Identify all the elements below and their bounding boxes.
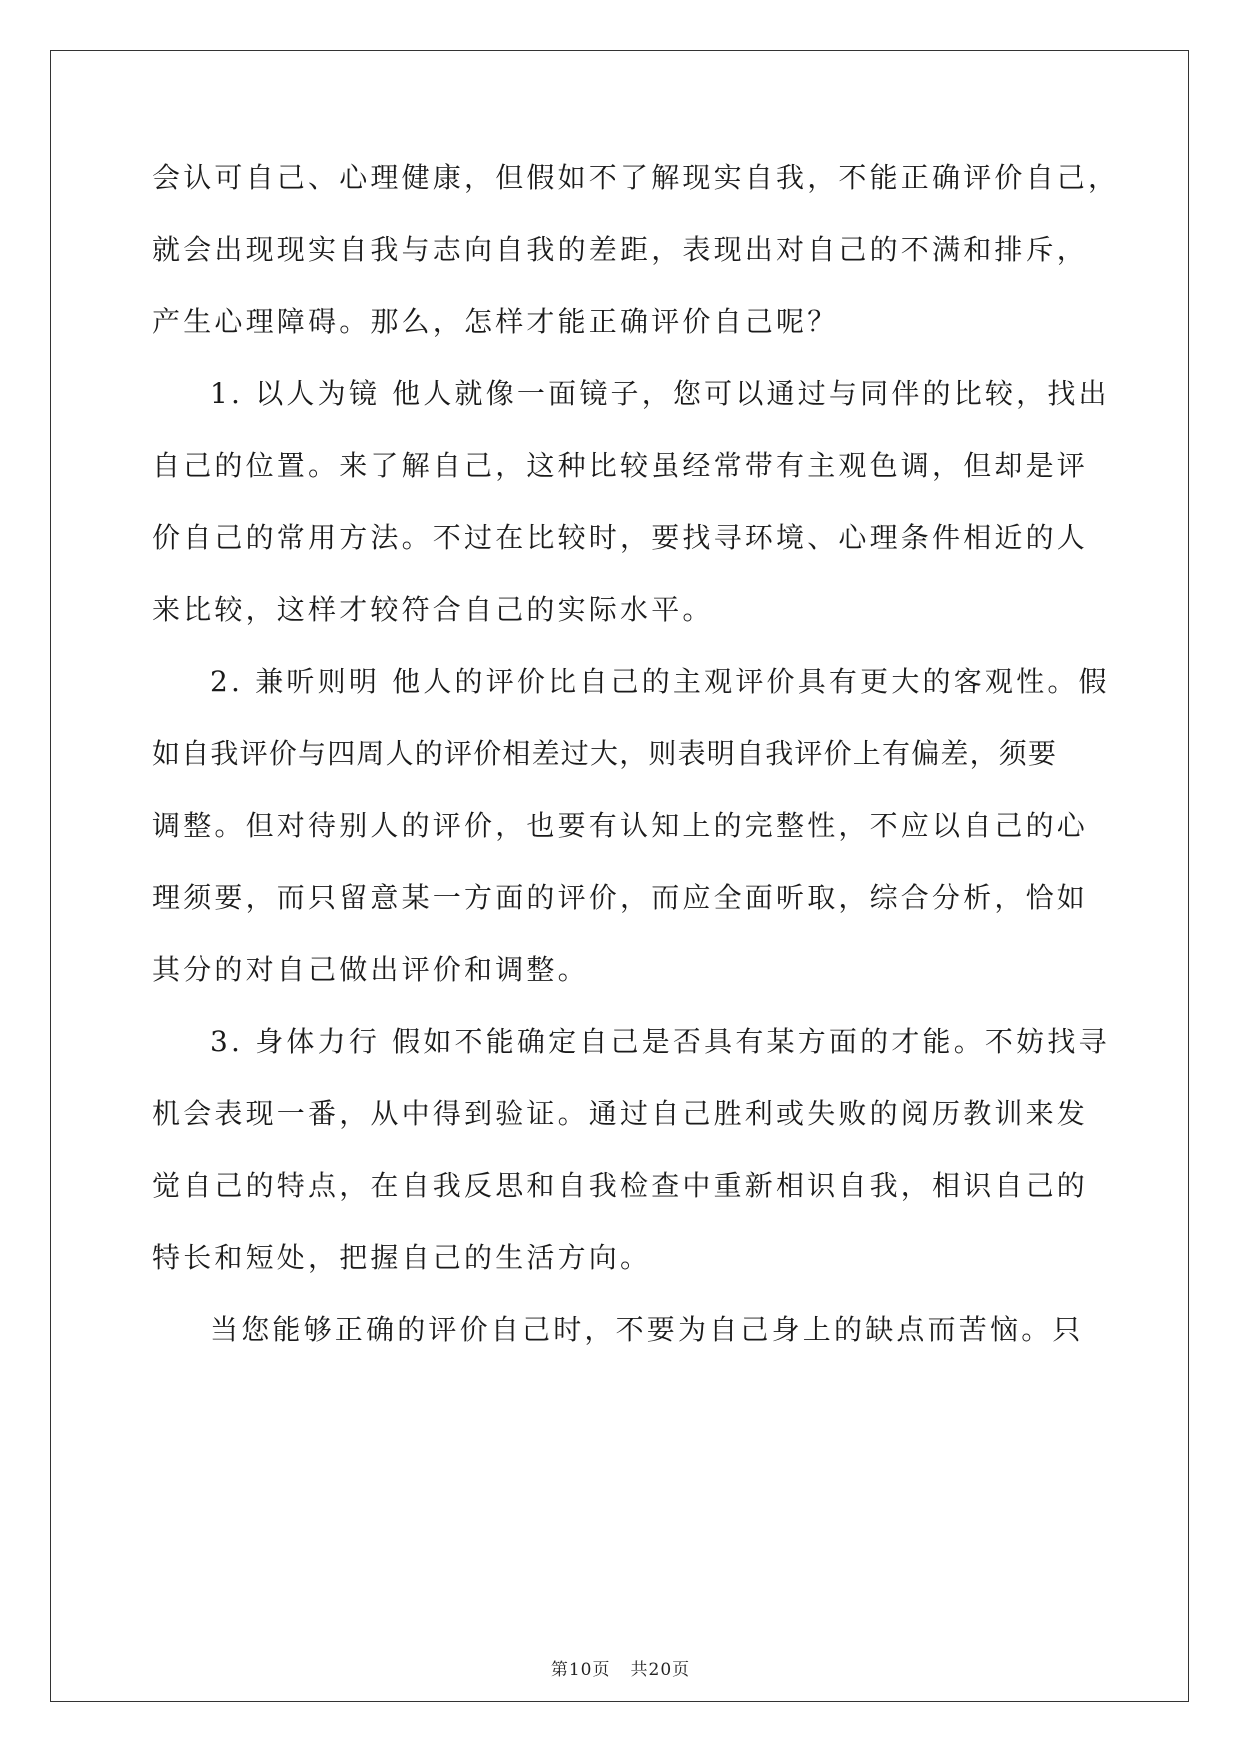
text-line: 就会出现现实自我与志向自我的差距，表现出对自己的不满和排斥， <box>152 233 1089 266</box>
text-line: 其分的对自己做出评价和调整。 <box>152 953 589 986</box>
text-line: 特长和短处，把握自己的生活方向。 <box>152 1241 652 1274</box>
text-line-numbered: 1. 以人为镜 他人就像一面镜子，您可以通过与同伴的比较，找出 <box>210 377 1110 410</box>
text-line-numbered: 2. 兼听则明 他人的评价比自己的主观评价具有更大的客观性。假 <box>210 665 1110 698</box>
document-body <box>152 158 1120 1382</box>
text-line: 调整。但对待别人的评价，也要有认知上的完整性，不应以自己的心 <box>152 809 1089 842</box>
text-line: 价自己的常用方法。不过在比较时，要找寻环境、心理条件相近的人 <box>152 521 1089 554</box>
text-line: 如自我评价与四周人的评价相差过大，则表明自我评价上有偏差，须要 <box>152 737 1058 770</box>
text-line: 机会表现一番，从中得到验证。通过自己胜利或失败的阅历教训来发 <box>152 1097 1089 1130</box>
text-line: 会认可自己、心理健康，但假如不了解现实自我，不能正确评价自己， <box>152 161 1120 194</box>
text-line: 来比较，这样才较符合自己的实际水平。 <box>152 593 714 626</box>
text-line-numbered: 3. 身体力行 假如不能确定自己是否具有某方面的才能。不妨找寻 <box>210 1025 1110 1058</box>
text-line: 自己的位置。来了解自己，这种比较虽经常带有主观色调，但却是评 <box>152 449 1089 482</box>
text-line: 觉自己的特点，在自我反思和自我检查中重新相识自我，相识自己的 <box>152 1169 1089 1202</box>
total-pages-label: 共20页 <box>630 1660 691 1680</box>
text-line: 产生心理障碍。那么，怎样才能正确评价自己呢？ <box>152 305 839 338</box>
page-footer <box>0 1659 1241 1681</box>
text-line: 理须要，而只留意某一方面的评价，而应全面听取，综合分析，恰如 <box>152 881 1089 914</box>
text-line: 当您能够正确的评价自己时，不要为自己身上的缺点而苦恼。只 <box>210 1313 1084 1346</box>
current-page-label: 第10页 <box>550 1660 611 1680</box>
